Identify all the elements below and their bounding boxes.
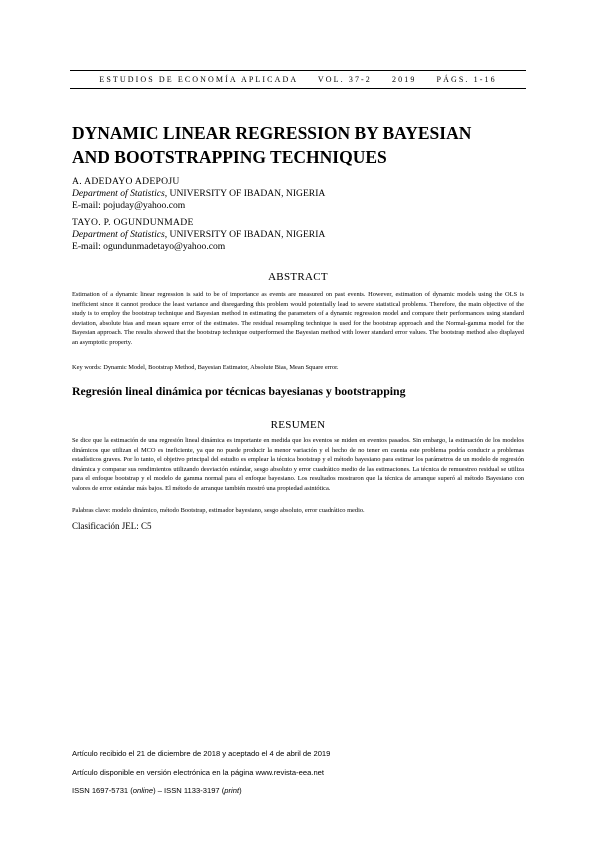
publication-year: 2019 [392,75,417,84]
paper-title [72,121,532,169]
resumen-keywords: Palabras clave: modelo dinámico, método Bootstrap, estimador bayesiano, sesgo absoluto, error cuadrático medio. [72,507,365,514]
author-2-institution: , UNIVERSITY OF IBADAN, NIGERIA [164,229,326,241]
running-header [70,70,526,89]
issn-part-2: ) – ISSN 1133-3197 ( [153,786,225,795]
author-2-name: TAYO. P. OGUNDUNMADE [72,217,194,228]
author-2-affiliation [72,229,325,241]
abstract-heading: ABSTRACT [268,271,328,283]
author-2-email[interactable]: E-mail: ogundunmadetayo@yahoo.com [72,241,226,253]
spanish-title: Regresión lineal dinámica por técnicas bayesianas y bootstrapping [72,384,406,398]
issn-part-3: ) [239,786,242,795]
paper-title-line-1: DYNAMIC LINEAR REGRESSION BY BAYESIAN [72,123,472,143]
author-1-institution: , UNIVERSITY OF IBADAN, NIGERIA [164,188,326,200]
paper-title-line-2: AND BOOTSTRAPPING TECHNIQUES [72,147,387,167]
author-1-name: A. ADEDAYO ADEPOJU [72,176,180,187]
issn-part-1: ISSN 1697-5731 ( [72,786,133,795]
abstract-text: Estimation of a dynamic linear regression is said to be of importance as events are measured on past events. However, estimation of dynamic models using the OLS is inefficient since it cannot produce the least variance and disregarding this problem would potentially lead to severe statistical problems. Therefore, the main objective of the study is to employ the bootstrap technique and Bayesian method in estimating the parameters of a dynamic regression model and compare their performances using standard deviation, absolute bias and mean square error of the estimates. The residual resampling technique is used for the bootstrap approach and the Normal-gamma model for the Bayesian approach. The results showed that the bootstrap technique outperformed the Bayesian method with lower standard error values. The bootstrap method also displayed an asymptotic property. [72,291,524,346]
author-1-affiliation [72,188,325,200]
journal-name: ESTUDIOS DE ECONOMÍA APLICADA [99,75,298,84]
resumen-heading: RESUMEN [270,419,326,431]
received-note: Artículo recibido el 21 de diciembre de 2018 y aceptado el 4 de abril de 2019 [72,749,331,758]
issn-online-label: online [132,786,154,795]
resumen-text: Se dice que la estimación de una regresión lineal dinámica es importante en medida que los eventos se miden en eventos pasados. Sin embargo, la estimación de los modelos dinámicos que utilizan el MCO es ineficiente, ya que no puede producir la menor variación y el hecho de no tener en cuenta este problema podría conducir a problemas estadísticos graves. Por lo tanto, el objetivo principal del estudio es emplear la técnica bootstrap y el método bayesiano para estimar los parámetros de un modelo de regresión dinámica y comparar sus rendimientos utilizando desviación estándar, sesgo absoluto y error cuadrático medio de las estimaciones. La técnica de remuestreo residual se utiliza para el enfoque bootstrap y el modelo de gamma normal para el enfoque bayesiano. Los resultados mostraron que la técnica de arranque superó al método Bayesiano con valores de error estándar más bajos. El método de arranque también mostró una propiedad asintótica. [72,437,524,492]
issn-print-label: print [224,786,240,795]
author-1 [72,176,325,213]
author-1-department: Department of Statistics [72,188,165,200]
volume-number: VOL. 37-2 [317,75,372,84]
issn-line [72,786,242,795]
author-1-email[interactable]: E-mail: pojuday@yahoo.com [72,200,186,212]
page-range: PÁGS. 1-16 [436,75,497,84]
author-2-department: Department of Statistics [72,229,165,241]
availability-note: Artículo disponible en versión electrónica en la página www.revista-eea.net [72,768,325,777]
author-2 [72,217,325,254]
abstract-keywords: Key words: Dynamic Model, Bootstrap Method, Bayesian Estimator, Absolute Bias, Mean Square error. [72,364,339,371]
jel-classification: Clasificación JEL: C5 [72,521,152,531]
